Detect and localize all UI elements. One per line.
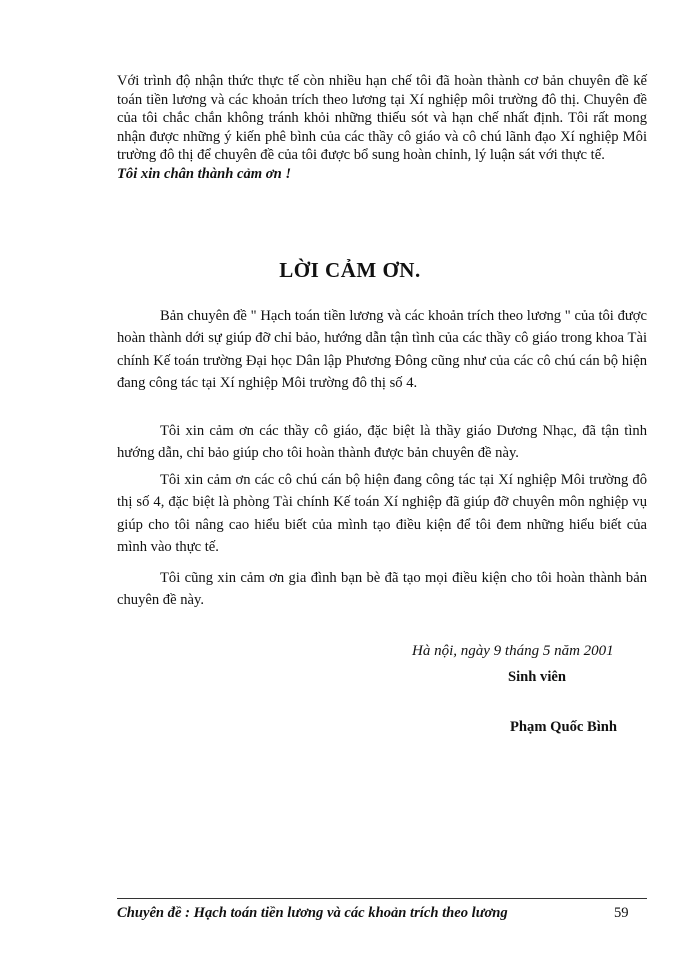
- page-number: 59: [614, 905, 629, 921]
- signature-name: Phạm Quốc Bình: [510, 719, 618, 735]
- signature-role: Sinh viên: [508, 669, 566, 685]
- paragraph-3: Tôi xin cảm ơn các cô chú cán bộ hiện đang công tác tại Xí nghiệp Môi trường đô thị số 4, đặc biệt là phòng Tài chính Kế toán Xí nghiệp đã giúp đỡ chuyên môn nghiệp vụ giúp cho tôi nâng cao hiểu biết của mình tạo điều kiện để tôi đem những hiểu biết của mình vào thực tế.: [117, 472, 647, 555]
- intro-paragraph: [117, 72, 647, 184]
- paragraph-4: Tôi cũng xin cảm ơn gia đình bạn bè đã tạo mọi điều kiện cho tôi hoàn thành bản chuyên đề này.: [117, 570, 647, 609]
- intro-text: Với trình độ nhận thức thực tế còn nhiều hạn chế tôi đã hoàn thành cơ bản chuyên đề kế toán tiền lương và các khoản trích theo lương tại Xí nghiệp môi trường đô thị. Chuyên đề của tôi chắc chắn không tránh khỏi những thiếu sót và hạn chế nhất định. Tôi rất mong nhận được những ý kiến phê bình của các thầy cô giáo và cô chú lãnh đạo Xí nghiệp Môi trường đô thị để chuyên đề của tôi được bổ sung hoàn chỉnh, lý luận sát với thực tế.: [117, 73, 647, 164]
- intro-thanks: Tôi xin chân thành cảm ơn !: [117, 165, 292, 182]
- paragraph-1: Bản chuyên đề " Hạch toán tiền lương và các khoản trích theo lương " của tôi được hoàn thành dới sự giúp đỡ chỉ bảo, hướng dẫn tận tình của các thầy cô giáo trong khoa Tài chính Kế toán trường Đại học Dân lập Phương Đông cũng như của các cô chú cán bộ hiện đang công tác tại Xí nghiệp Môi trường đô thị số 4.: [117, 308, 647, 391]
- footer-divider: [117, 898, 647, 899]
- signature-date: Hà nội, ngày 9 tháng 5 năm 2001: [412, 643, 614, 659]
- page-title: LỜI CẢM ƠN.: [279, 258, 421, 282]
- paragraph-2: Tôi xin cảm ơn các thầy cô giáo, đặc biệt là thầy giáo Dương Nhạc, đã tận tình hướng dẫn, chỉ bảo giúp cho tôi hoàn thành được bản chuyên đề này.: [117, 423, 647, 462]
- footer-title: Chuyên đề : Hạch toán tiền lương và các khoản trích theo lương: [117, 905, 508, 921]
